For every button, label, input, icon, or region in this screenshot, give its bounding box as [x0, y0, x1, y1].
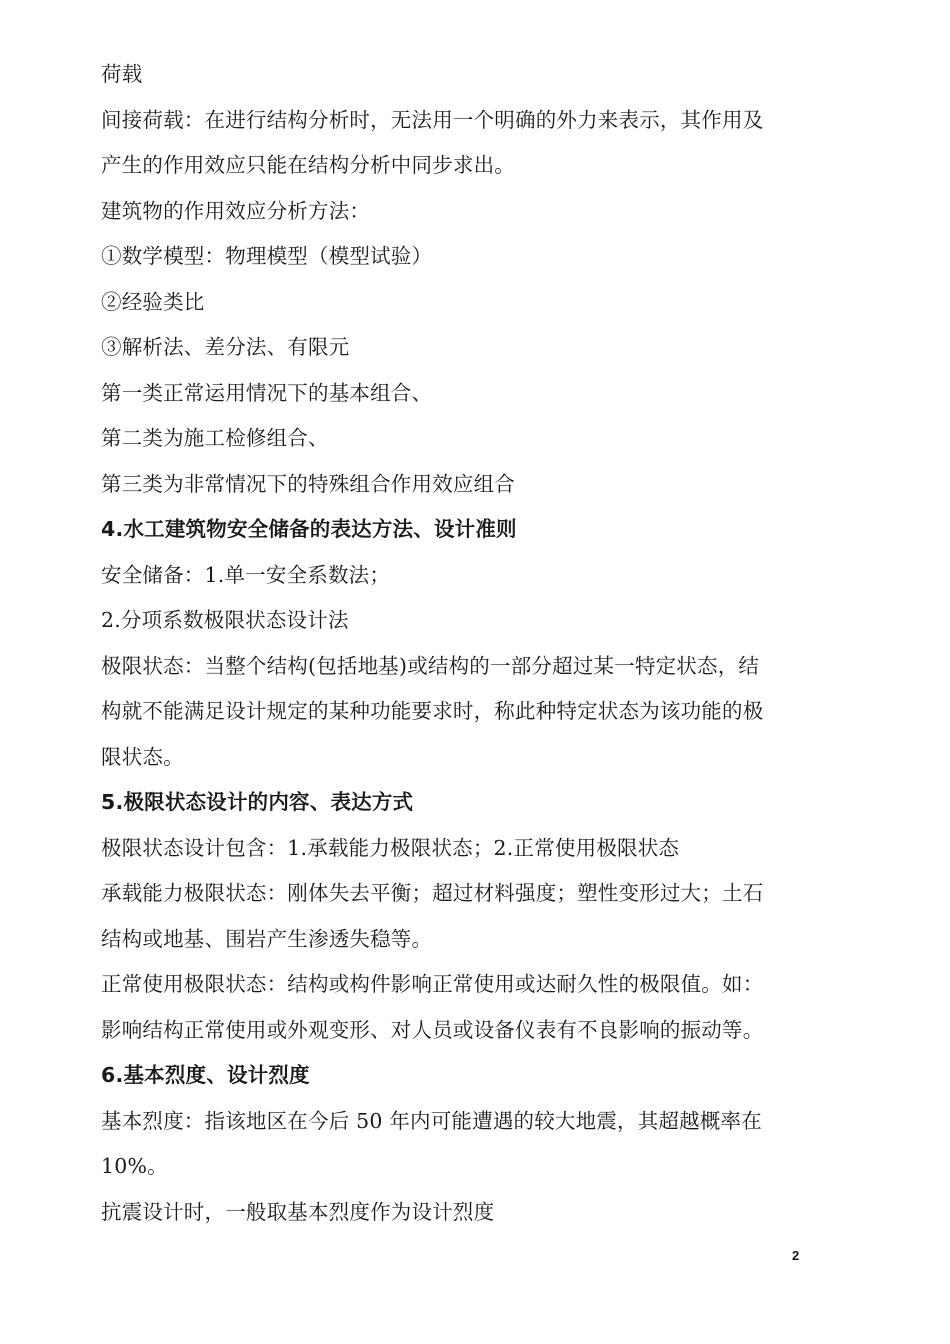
text-line: 间接荷载：在进行结构分析时，无法用一个明确的外力来表示，其作用及	[101, 107, 764, 132]
text-line: 荷载	[101, 62, 143, 86]
section-heading: 4.水工建筑物安全储备的表达方法、设计准则	[101, 517, 517, 541]
text-line: 产生的作用效应只能在结构分析中同步求出。	[101, 153, 515, 177]
text-line: 极限状态：当整个结构(包括地基)或结构的一部分超过某一特定状态，结	[101, 653, 760, 678]
text-line: 正常使用极限状态：结构或构件影响正常使用或达耐久性的极限值。如：	[101, 972, 764, 996]
text-line: 安全储备：1.单一安全系数法；	[101, 562, 391, 587]
text-line: 承载能力极限状态：刚体失去平衡；超过材料强度；塑性变形过大；土石	[101, 881, 764, 905]
section-heading: 5.极限状态设计的内容、表达方式	[101, 790, 414, 814]
document-page	[101, 52, 821, 1235]
text-line: 构就不能满足设计规定的某种功能要求时，称此种特定状态为该功能的极	[101, 699, 764, 723]
text-line: ③解析法、差分法、有限元	[101, 335, 350, 359]
text-body	[101, 52, 821, 1235]
text-line: 基本烈度：指该地区在今后 50 年内可能遭遇的较大地震，其超越概率在	[101, 1108, 762, 1133]
text-line: 第三类为非常情况下的特殊组合作用效应组合	[101, 471, 515, 496]
section-heading: 6.基本烈度、设计烈度	[101, 1063, 310, 1087]
text-line: 限状态。	[101, 744, 184, 769]
text-line: ①数学模型：物理模型（模型试验）	[101, 244, 433, 268]
text-line: 结构或地基、围岩产生渗透失稳等。	[101, 926, 433, 951]
text-line: 第一类正常运用情况下的基本组合、	[101, 380, 433, 405]
text-line: 极限状态设计包含：1.承载能力极限状态；2.正常使用极限状态	[101, 835, 680, 860]
text-line: 第二类为施工检修组合、	[101, 426, 329, 450]
page-number: 2	[792, 1248, 800, 1263]
text-line: 2.分项系数极限状态设计法	[101, 608, 349, 632]
text-line: ②经验类比	[101, 289, 205, 314]
text-line: 建筑物的作用效应分析方法：	[101, 198, 371, 223]
text-line: 影响结构正常使用或外观变形、对人员或设备仪表有不良影响的振动等。	[101, 1017, 764, 1042]
text-line: 10%。	[101, 1154, 168, 1178]
text-line: 抗震设计时，一般取基本烈度作为设计烈度	[101, 1199, 495, 1224]
